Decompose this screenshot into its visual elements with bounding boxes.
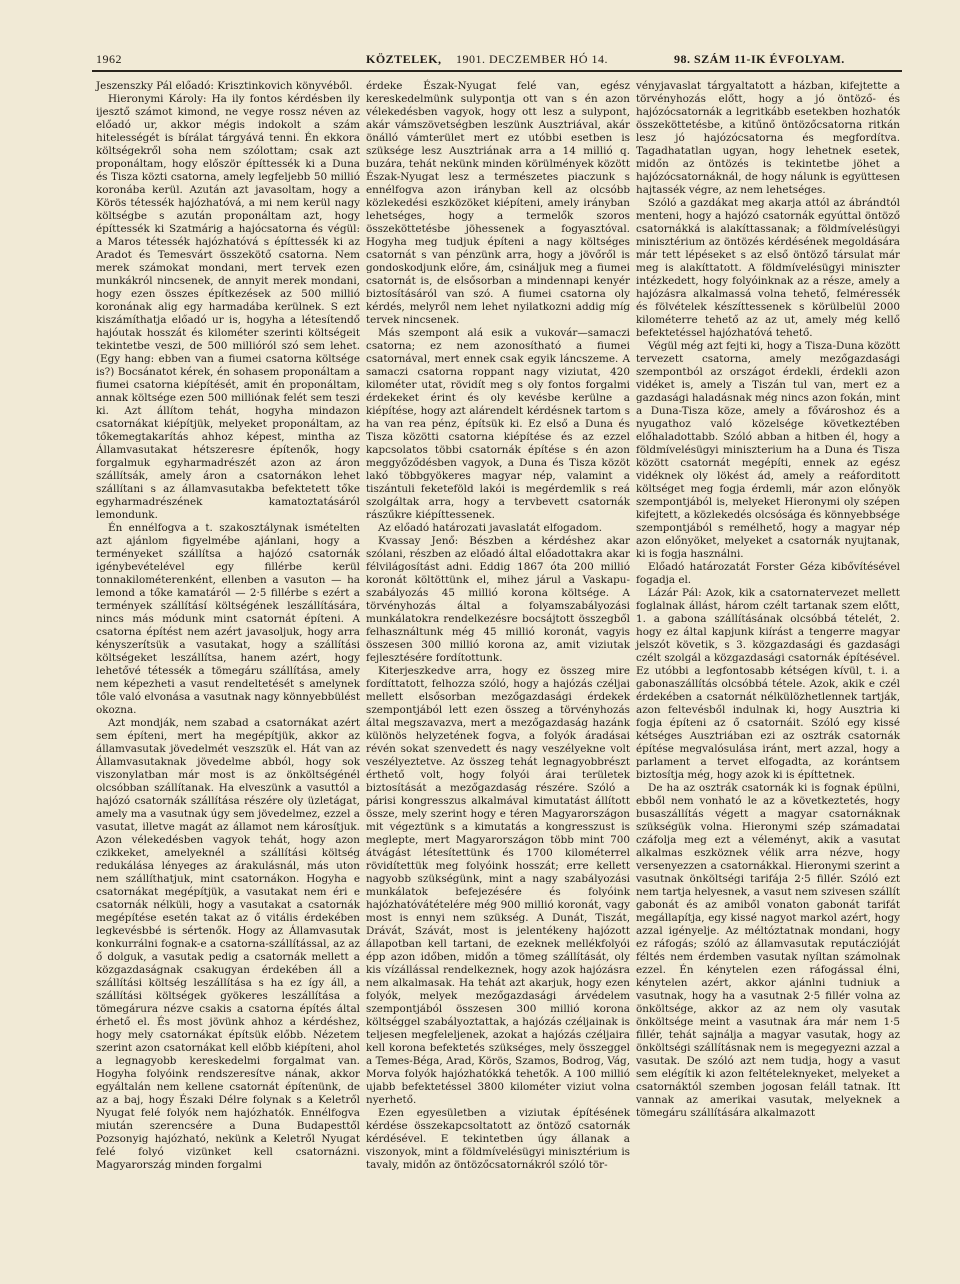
publication-title: KÖZTELEK, [366, 52, 442, 66]
paragraph: Végül még azt fejti ki, hogy a Tisza-Duna között tervezett csatorna, amely mezőgazdasági szempontból az országot érdekli, érdekli azon vidéket is, amely a Tiszán tul van, mert ez a gazdasági haladásnak még nincs azon fokán, mint a Duna-Tisza köze, amely a fővároshoz és a nyugathoz való közelsége következtében előhaladottabb. Szóló abban a hitben él, hogy a földmívelésügyi miniszterium ha a Duna és Tisza között csatornát megépíti, ennek az egész vidéknek oly lökést ád, amely a reáforditott költséget meg fogja érdemli, már azon előnyök szempontjából is, melyeket Hieronymi oly szépen kifejtett, a közlekedés olcsósága és könnyebbsége szempontjából s remélhető, hogy a magyar nép azon előnyöket, melyeket a csatornák nyujtanak, ki is fogja használni. [636, 340, 904, 560]
paragraph: Ezen egyesületben a viziutak építésének kérdése összekapcsoltatott az öntöző csatornák kérdésével. E tekintetben úgy állanak a viszonyok, mint a földmívelésügyi minisztérium is tavaly, midőn az öntözőcsatornákról szóló tör- [366, 1107, 634, 1171]
paragraph: érdeke Észak-Nyugat felé van, egész kereskedelmünk sulypontja ott van s én azon vélekedésben vagyok, hogy ott lesz a sulypont, akár vámszövetségben leszünk Ausztriával, akár önálló vámterület mert ez utóbbi esetben is szüksége lesz Ausztriának arra a 14 millió q. buzára, tehát nekünk minden körülmények között Észak-Nyugat lesz a természetes piaczunk s ennélfogva azon irányban kell az olcsóbb közlekedési eszközöket kiépíteni, amely irányban lehetséges, hogy a termelők szoros összeköttetésbe jöhessenek a fogyasztóval. Hogyha meg tudjuk építeni a nagy költséges csatornát s van pénzünk arra, hogy a jövőről is gondoskodjunk előre, ám, csináljuk meg a fiumei csatornát is, de elsősorban a mindennapi kenyér biztosításáról van szó. A fiumei csatorna oly kérdés, melyről nem lehet nyilatkozni addig míg tervek nincsenek. [366, 80, 634, 326]
paragraph: vényjavaslat tárgyaltatott a házban, kifejtette a törvényhozás előtt, hogy a jó öntöző- és hajózócsatornák a legritkább esetekben hozhatók összeköttetésbe, a kitűnő öntözőcsatorna ritkán lesz jó hajózócsatorna és megfordítva. Tagadhatatlan ugyan, hogy lehetnek esetek, midőn az öntözés is tekintetbe jöhet a hajózócsatornáknál, de hogy nálunk is együttesen hajtassék végre, az nem lehetséges. [636, 80, 904, 196]
paragraph: Kvassay Jenő: Bészben a kérdéshez akar szólani, részben az előadó által előadottakra akar félvilágosítást adni. Eddig 1867 óta 200 millió koronát költöttünk el, mihez járul a Vaskapu-szabályozás 45 millió korona költsége. A törvényhozás által a folyamszabályozási munkálatokra rendelkezésre bocsájtott összegből felhasználtunk még 45 millió koronát, vagyis összesen 300 millió korona az, amit viziutak fejlesztésére fordítottunk. [366, 535, 634, 664]
paragraph: Lázár Pál: Azok, kik a csatornatervezet mellett foglalnak állást, három czélt tartanak szem előtt, 1. a gabona szállításának olcsóbbá tételét, 2. hogy ez által kapjunk kiírást a tengerre magyar jelszót követik, s 3. közgazdasági és gazdasági czélt szolgál a közgazdasági csatornák építésével. Ez utóbbi a legfontosabb kétségen kívül, t. i. a gabonaszállítás olcsóbbá tétele. Azok, akik e czél érdekében a csatornát nélkülözhetlennek tartják, azon feltevésből indulnak ki, hogy Ausztria ki fogja építeni az ő csatornáit. Szóló egy kissé kétséges Ausztriában ezi az osztrák csatornák építése megvalósulása iránt, mert azzal, hogy a parlament a tervet elfogadta, az korántsem biztosítja még, hogy azok ki is építtetnek. [636, 587, 904, 781]
issue-number: 98. SZÁM 11-IK ÉVFOLYAM. [674, 52, 845, 66]
paragraph: Én ennélfogva a t. szakosztálynak ismételten azt ajánlom figyelmébe ajánlani, hogy a terményeket szállítsa a hajózó csatornák igénybevételével egy fillérbe kerül tonnakilométerenként, ellenben a vasuton — ha lemond a tőke kamatáról — 2·5 fillérbe s ezért a termények szállításí költségének leszállítására, nincs más módunk mint csatornát építeni. A csatorna építést nem azért javasoljuk, hogy arra kényszerítsük a vasutakat, hogy a szállítási költségeket leszállítsa, hanem azért, hogy lehetővé tétessék a tömegáru szállítása, amely nem képezheti a vasut rendeltetését s amelynek tőle való elvonása a vasutnak nagy könnyebbülést okozna. [96, 522, 364, 716]
paragraph: Más szempont alá esik a vukovár—samaczi csatorna; ez nem azonosítható a fiumei csatornával, mert ennek csak egyik láncszeme. A samaczi csatorna roppant nagy viziutat, 420 kilométer utat, rövidít meg s oly fontos forgalmi érdekeket érint és oly kevésbe kerülne a kiépítése, hogy azt alárendelt kérdésnek tartom s ha van rea pénz, építsük ki. Ez első a Duna és Tisza közötti csatorna kiépítése és az ezzel kapcsolatos többi csatornák építése s én azon meggyőződésben vagyok, a Duna és Tisza közöt lakó többgyökeres magyar nép, valamint a tiszántuli feketeföld lakói is megérdemlik s reá szolgáltak arra, hogy a tervbevett csatornák rászűkre kiépíttessenek. [366, 327, 634, 521]
paragraph: Hieronymi Károly: Ha ily fontos kérdésben ily ijesztő számot kimond, ne vegye rossz néven az előadó ur, akkor mégis indokolt a szám hitelességét is bírálat tárgyává tenni. Én ekkora költségekről soha nem szólottam; csak azt proponáltam, hogy először építtessék ki a Duna és Tisza közti csatorna, amely legfeljebb 50 millió koronába kerül. Azután azt javasoltam, hogy a Körös tétessék hajózhatóvá, a mi nem kerül nagy költségbe s azután proponáltam azt, hogy építtessék ki Szatmárig a hajócsatorna és végül: a Maros tétessék hajózhatóvá s építtessék ki az Aradot és Temesvárt összekötő csatorna. Nem merek számokat mondani, mert tervek ezen munkákról nincsenek, de annyit merek mondani, hogy ezen összes építkezések az 500 millió koronának alig egy harmadába kerülnek. S ezt kiszámíthatja előadó ur is, hogyha a létesítendő hajóutak hosszát és kilométer szerinti költségeit tekintetbe veszi, de 500 millióról szó sem lehet. (Egy hang: ebben van a fiumei csatorna költsége is?) Bocsánatot kérek, én sohasem proponáltam a fiumei csatorna kiépítését, amit én proponáltam, annak költsége ezen 500 milliónak felét sem teszi ki. Azt állítom tehát, hogyha mindazon csatornákat kiépítjük, melyeket proponáltam, az tőkemegtakarítás ahhoz képest, mintha az Államvasutakat hétszeresre építenők, hogy forgalmuk egyharmadrészét azon az áron szállítsák, amely áron a csatornákon lehet szállítani s az államvasutakba befektetett tőke egyharmadrészének kamatoztatásáról lemondunk. [96, 93, 364, 521]
paragraph: Kiterjeszkedve arra, hogy ez összeg mire fordíttatott, felhozza szóló, hogy a hajózás czéljai mellett elsősorban mezőgazdasági érdekek szempontjából lett ezen összeg a törvényhozás által megszavazva, mert a mezőgazdaság hazánk különös helyzetének fogva, a folyók áradásai révén sokat szenvedett és nagy veszélyekne volt veszélyeztetve. Az összeg tehát legnagyobbrészt érthető volt, hogy folyói árai területek biztosítását a mezőgazdaság részére. Szóló a párisi kongresszus alkalmával kimutatást állított össze, mely szerint hogy e téren Magyarországon mit végeztünk s a kimutatás a kongresszust is meglepte, mert Magyarországon több mint 700 átvágást létesítettünk és 1700 kilométerrel rövidítettük meg folyóink hosszát; erre kellett nagyobb szükségünk, mint a nagy szabályozási munkálatok befejezésére és folyóink hajózhatóvátételére még 900 millió koronát, vagy most is ennyi nem szükség. A Dunát, Tiszát, Drávát, Szávát, most is jelentékeny hajózott állapotban kell tartani, de ezeknek mellékfolyói épp azon időben, midőn a tömeg szállítását, oly kis vízállással rendelkeznek, hogy azok hajózásra nem alkalmasak. Ha tehát azt akarjuk, hogy ezen folyók, melyek mezőgazdasági árvédelem szempontjából összesen 300 millió korona költséggel szabályoztattak, a hajózás czéljainak is teljesen megfeleljenek, azokat a hajózás czéljaira kell korona befektetés szükséges, mely összeggel a Temes-Béga, Arad, Körös, Szamos, Bodrog, Vág, Morva folyók hajózhatókká tehetők. A 100 millió ujabb befektetéssel 3800 kilométer viziut volna nyerhető. [366, 665, 634, 1106]
text-column-1 [96, 80, 364, 1275]
paragraph: De ha az osztrák csatornák ki is fognak épülni, ebből nem vonható le az a következtetés, hogy busaszállítás végett a magyar csatornáknak szükségük volna. Hieronymi szép számadatai czáfolja meg ezt a véleményt, akik a vasutat alkalmas eszköznek vélik arra nézve, hogy versenyezzen a csatornákkal. Hieronymi szerint a vasutnak önköltségi tarifája 2·5 fillér. Szóló ezt nem tartja helyesnek, a vasut nem szivesen szállít gabonát és az amiből vonaton gabonát tarifát megállapítja, egy kissé nagyot markol azért, hogy azzal igényelje. Az méltóztatnak mondani, hogy ez ráfogás; szóló az államvasutak reputáczióját féltés nem érdemben vasutak nyíltan számolnak ezzel. Én kénytelen ezen ráfogással élni, kénytelen azért, akkor ajánlni tudniuk a vasutnak, hogy ha a vasutnak 2·5 fillér volna az önköltsége, akkor az az nem oly vasutak önköltsége meint a vasutnak ára már nem 1·5 fillér, tehát sajnálja a magyar vasutak, hogy az önköltségi szállításnak nem is megegyezni azzal a vasutak. De szóló azt nem tudja, hogy a vasut sem elégítik ki azon feltételeknyeket, melyeket a csatornáktól szemben jogosan feláll tatnak. Itt vannak az amerikai vasutak, melyeknek a tömegáru szállítására alkalmazott [636, 782, 904, 1119]
text-column-3 [636, 80, 904, 1275]
page-number: 1962 [96, 52, 122, 66]
publication-date: 1901. DECZEMBER HÓ 14. [456, 52, 608, 66]
paragraph: Szóló a gazdákat meg akarja attól az ábrándtól menteni, hogy a hajózó csatornák egyúttal öntöző csatornákká is alakíttassanak; a földmívelésügyi minisztérium az öntözés kérdésének megoldására már tett lépéseket s az első öntöző társulat már meg is alakíttatott. A földmívelésügyi miniszter intézkedett, hogy folyóinknak az a része, amely a hajózásra alkalmassá volna tehető, felméressék és fölvételek készíttessenek s körülbelül 2000 kilométerre tehető az az ut, amely még kellő befektetéssel hajózhatóvá tehető. [636, 197, 904, 339]
paragraph: Azt mondják, nem szabad a csatornákat azért sem építeni, mert ha megépítjük, akkor az államvasutak jövedelmét veszszük el. Hát van az Államvasutaknak jövedelme abból, hogy sok viszonylatban már most is az önköltségénél olcsóbban szállítanak. Ha elveszünk a vasuttól a hajózó csatornák szállítása részére oly üzletágat, amely ma a vasutnak úgy sem jövedelmez, ezzel a vasutat, illetve magát az államot nem károsítjuk. Azon vélekedésben vagyok tehát, hogy azon czikkeket, amelyeknél a szállítási költség redukálása lényeges az árakulásnál, más uton nem szállíthatjuk, mint csatornákon. Hogyha e csatornákat megépítjük, a vasutakat nem éri e csatornák nélküli, hogy a vasutakat a csatornák megépítése esetén takat az ő vitális érdekében legkevésbbé is sértenők. Hogy az Államvasutak konkurrálni fognak-e a csatorna-szállítással, az az ő dolguk, a vasutak pedig a csatornák mellett a közgazdaságnak csakugyan érdekében áll a szállítási költség leszállítása s ha ez így áll, a szállítási költségek gyökeres leszállítása a tömegárura nézve csakis a csatorna építés által érhető el. És most jövünk ahhoz a kérdéshez, hogy mely csatornákat építsük előbb. Nézetem szerint azon csatornákat kell előbb kiépíteni, ahol a legnagyobb kereskedelmi forgalmat van. Hogyha folyóink rendszeresítve nának, akkor egyáltalán nem kellene csatornát építenünk, de az a baj, hogy Északi Délre folynak s a Keletről Nyugat felé folyók nem hajózhatók. Ennélfogva miután szerencsére a Duna Budapesttől Pozsonyig hajózható, nekünk a Keletről Nyugat felé folyó vizünket kell csatornázni. Magyarország minden forgalmi [96, 717, 364, 1171]
header-rule [92, 70, 902, 72]
paragraph: Jeszenszky Pál előadó: Krisztinkovich könyvéből. [96, 80, 353, 92]
text-column-2 [366, 80, 634, 1275]
page-header [96, 50, 896, 68]
paragraph: Az előadó határozati javaslatát elfogadom. [378, 522, 603, 534]
paragraph: Előadó határozatát Forster Géza kibővítésével fogadja el. [636, 561, 904, 586]
